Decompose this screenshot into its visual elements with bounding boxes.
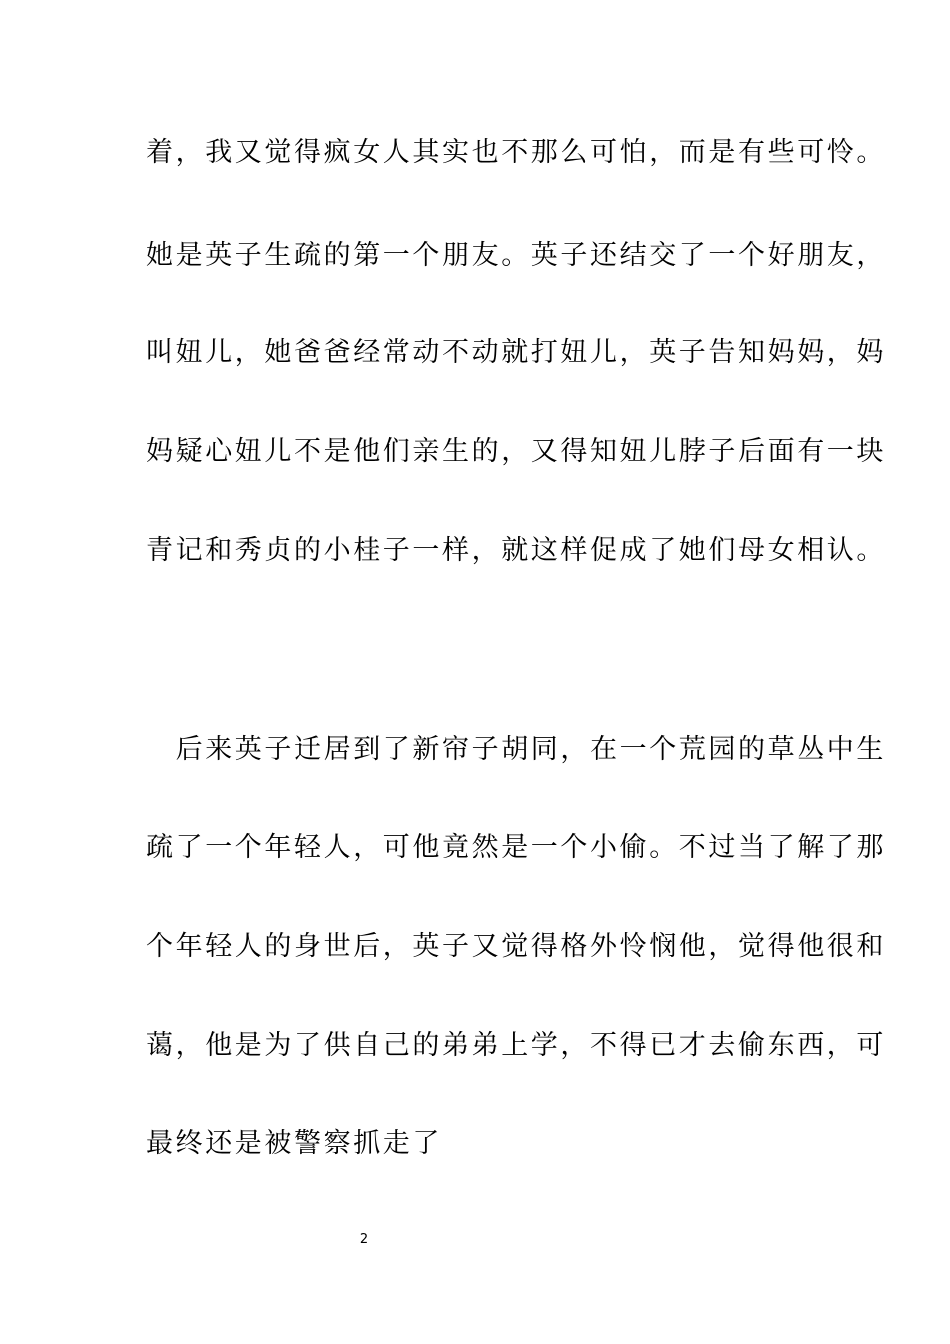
- text-line: 叫妞儿，她爸爸经常动不动就打妞儿，英子告知妈妈，妈: [146, 337, 886, 368]
- text-line: 最终还是被警察抓走了: [146, 1128, 442, 1159]
- text-line: 妈疑心妞儿不是他们亲生的，又得知妞儿脖子后面有一块: [146, 436, 886, 467]
- text-line: 她是英子生疏的第一个朋友。英子还结交了一个好朋友，: [146, 240, 886, 271]
- text-line: 后来英子迁居到了新帘子胡同，在一个荒园的草丛中生: [146, 734, 886, 765]
- text-line: 个年轻人的身世后，英子又觉得格外怜悯他，觉得他很和: [146, 931, 886, 962]
- text-line: 蔼，他是为了供自己的弟弟上学，不得已才去偷东西，可: [146, 1030, 886, 1061]
- text-line: 青记和秀贞的小桂子一样，就这样促成了她们母女相认。: [146, 535, 886, 566]
- text-line: 着，我又觉得疯女人其实也不那么可怕，而是有些可怜。: [146, 137, 886, 168]
- text-line: 疏了一个年轻人，可他竟然是一个小偷。不过当了解了那: [146, 832, 886, 863]
- page-number: 2: [359, 1232, 369, 1247]
